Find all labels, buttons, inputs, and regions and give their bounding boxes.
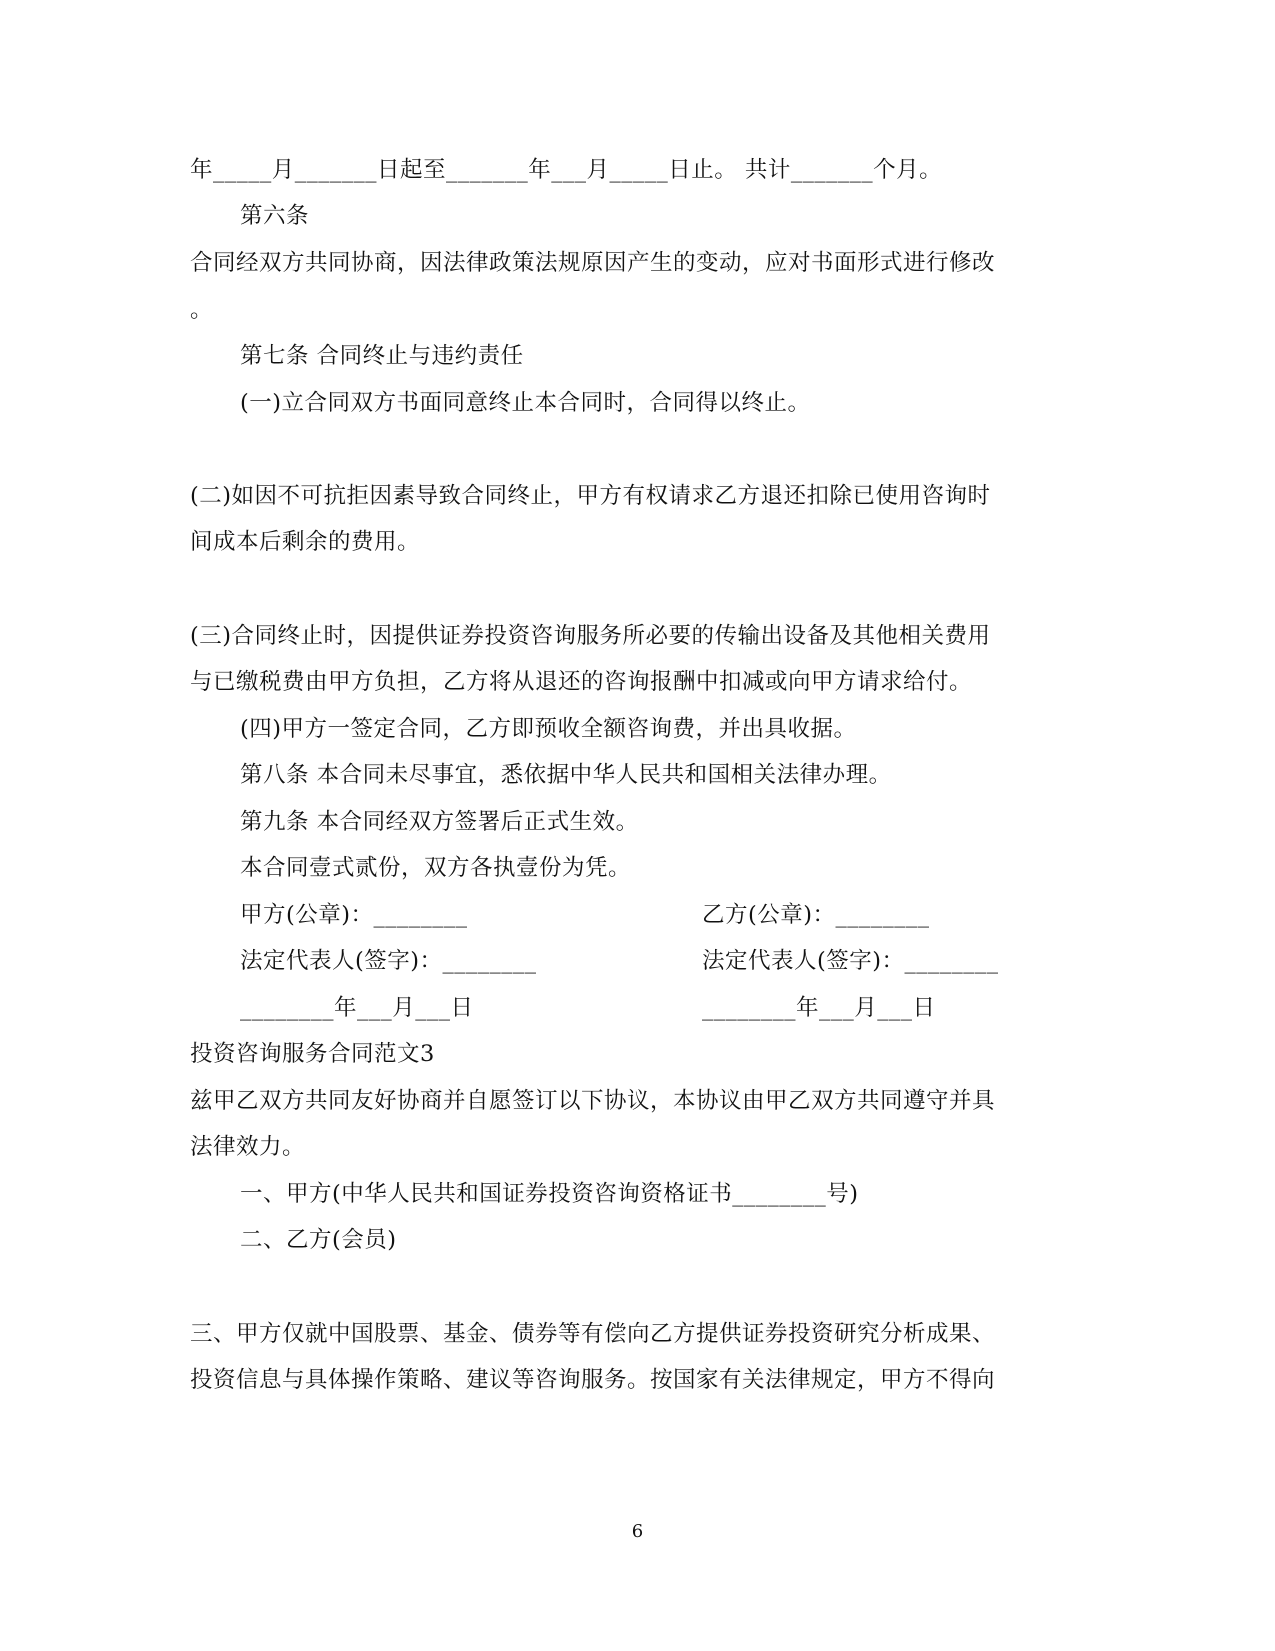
text-line: 第九条 本合同经双方签署后正式生效。: [240, 809, 639, 835]
text-line: (一)立合同双方书面同意终止本合同时，合同得以终止。: [240, 390, 811, 416]
text-line: (三)合同终止时，因提供证券投资咨询服务所必要的传输出设备及其他相关费用: [190, 623, 991, 649]
page-number: 6: [631, 1521, 644, 1542]
article-heading: 第六条: [240, 203, 310, 229]
text-line: (四)甲方一签定合同，乙方即预收全额咨询费，并出具收据。: [240, 716, 857, 742]
text-line: 兹甲乙双方共同友好协商并自愿签订以下协议，本协议由甲乙双方共同遵守并具: [190, 1088, 996, 1114]
party-b-date: ________年___月___日: [702, 995, 936, 1021]
text-line: 第八条 本合同未尽事宜，悉依据中华人民共和国相关法律办理。: [240, 762, 892, 788]
text-line: 与已缴税费由甲方负担，乙方将从退还的咨询报酬中扣减或向甲方请求给付。: [190, 669, 973, 695]
text-line: 年_____月_______日起至_______年___月_____日止。 共计_______个月。: [190, 157, 943, 183]
party-a-representative: 法定代表人(签字)：________: [240, 948, 537, 974]
article-heading: 第七条 合同终止与违约责任: [240, 343, 524, 369]
text-line: 投资信息与具体操作策略、建议等咨询服务。按国家有关法律规定，甲方不得向: [190, 1367, 996, 1393]
party-b-seal: 乙方(公章)：________: [702, 902, 930, 928]
party-a-seal: 甲方(公章)：________: [240, 902, 468, 928]
text-line: 本合同壹式贰份，双方各执壹份为凭。: [240, 855, 632, 881]
party-a-date: ________年___月___日: [240, 995, 474, 1021]
text-line: 二、乙方(会员): [240, 1227, 397, 1253]
text-line: 合同经双方共同协商，因法律政策法规原因产生的变动，应对书面形式进行修改: [190, 250, 996, 276]
text-line: (二)如因不可抗拒因素导致合同终止，甲方有权请求乙方退还扣除已使用咨询时: [190, 483, 991, 509]
text-line: 间成本后剩余的费用。: [190, 529, 421, 555]
party-b-representative: 法定代表人(签字)：________: [702, 948, 999, 974]
text-line: 一、甲方(中华人民共和国证券投资咨询资格证书________号): [240, 1181, 859, 1207]
text-line: 三、甲方仅就中国股票、基金、债券等有偿向乙方提供证券投资研究分析成果、: [190, 1321, 996, 1347]
text-line: 法律效力。: [190, 1134, 306, 1160]
text-line: 。: [190, 297, 214, 323]
section-title: 投资咨询服务合同范文3: [190, 1041, 435, 1067]
